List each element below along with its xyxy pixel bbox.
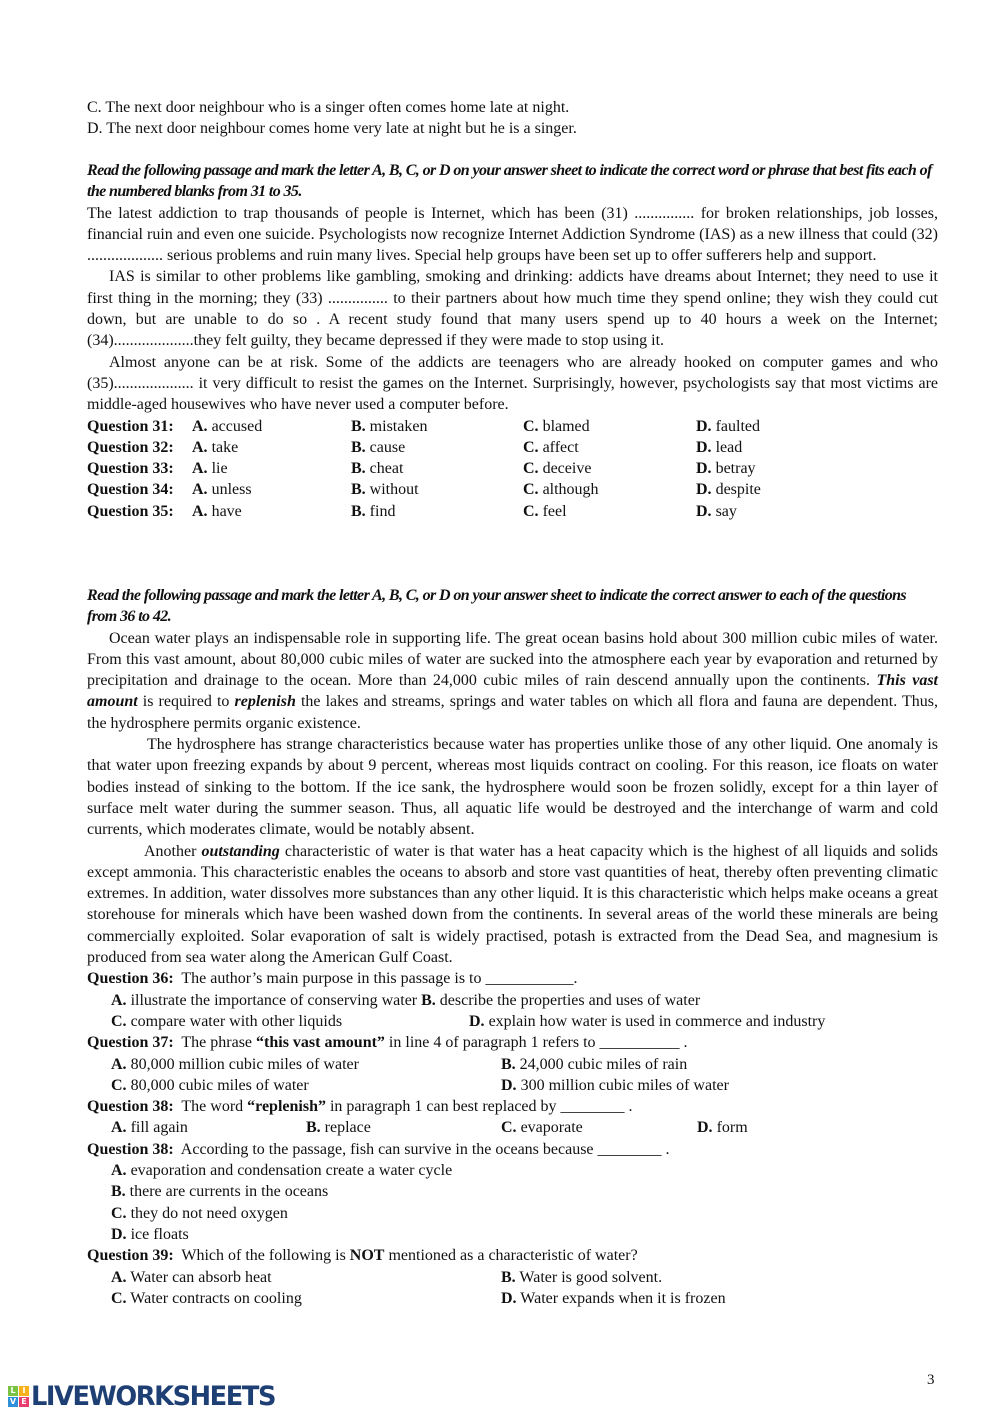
option-text: fill again bbox=[130, 1119, 188, 1137]
option-text: 80,000 cubic miles of water bbox=[130, 1076, 309, 1094]
text: in line 4 of paragraph 1 refers to __________ . bbox=[384, 1034, 688, 1052]
letter: B. bbox=[501, 1268, 516, 1286]
question-label: Question 37: bbox=[87, 1034, 174, 1052]
option-text: 80,000 million cubic miles of water bbox=[130, 1055, 359, 1073]
options-row bbox=[87, 1117, 938, 1138]
option-text: lie bbox=[211, 460, 228, 478]
letter: B. bbox=[351, 481, 366, 499]
text: mentioned as a characteristic of water? bbox=[384, 1247, 638, 1265]
question-label: Question 36: bbox=[87, 970, 174, 988]
letter: C. bbox=[111, 1289, 127, 1307]
option-text: Water contracts on cooling bbox=[130, 1289, 302, 1307]
letter: D. bbox=[111, 1225, 127, 1243]
option-c[interactable] bbox=[523, 458, 591, 479]
letter: A. bbox=[111, 1268, 127, 1286]
option-b[interactable] bbox=[501, 1054, 687, 1075]
letter: C. bbox=[523, 502, 539, 520]
page-number: 3 bbox=[927, 1372, 935, 1388]
option-d[interactable] bbox=[696, 501, 737, 522]
text: NOT bbox=[349, 1247, 385, 1265]
question-label-wrap bbox=[87, 501, 174, 522]
option-c[interactable] bbox=[87, 1203, 938, 1224]
question-37 bbox=[87, 1032, 938, 1053]
option-text: say bbox=[715, 502, 737, 520]
text: the lakes and streams, springs and water tables on which all flora and fauna are dependent. Thus, the hydrosphere permits organic existence. bbox=[87, 693, 939, 732]
previous-options bbox=[87, 97, 938, 140]
option-text: mistaken bbox=[369, 417, 428, 435]
passage-paragraph: The hydrosphere has strange characteristics because water has properties unlike those of any other liquid. One anomaly is that water upon freezing expands by about 9 percent, whereas most liquids contract on cooling. For this reason, ice floats on water bodies instead of sinking to the bottom. If the ice sank, the hydrosphere would soon be frozen solidly, except for a thin layer of surface melt water during the summer season. Thus, all aquatic life would be destroyed and the interchange of warm and cold currents, which moderates climate, would be notably absent. bbox=[87, 736, 938, 839]
option-c[interactable] bbox=[111, 1011, 342, 1032]
letter: A. bbox=[111, 1162, 127, 1180]
option-d[interactable] bbox=[501, 1075, 729, 1096]
question-text: The author’s main purpose in this passage is to ___________. bbox=[173, 970, 578, 988]
instruction: Read the following passage and mark the letter A, B, C, or D on your answer sheet to indicate the correct word or phrase that best fits each of the numbered blanks from 31 to 35. bbox=[87, 162, 932, 201]
option-d[interactable] bbox=[469, 1011, 825, 1032]
logo-letter: I bbox=[19, 1386, 29, 1396]
question-label: Question 39: bbox=[87, 1247, 174, 1265]
letter: D. bbox=[697, 1119, 713, 1137]
option-text: have bbox=[211, 502, 242, 520]
question-32 bbox=[87, 437, 938, 458]
letter: C. bbox=[523, 460, 539, 478]
option-c[interactable] bbox=[523, 479, 599, 500]
logo-icon bbox=[8, 1386, 29, 1407]
options-row bbox=[87, 1267, 938, 1288]
letter: B. bbox=[111, 1183, 126, 1201]
question-33 bbox=[87, 458, 938, 479]
option-text: blamed bbox=[542, 417, 590, 435]
question-39 bbox=[87, 1245, 938, 1266]
option-text: without bbox=[369, 481, 419, 499]
passage-paragraph: Almost anyone can be at risk. Some of the addicts are teenagers who are already hooked on computer games and who (35).................... it very difficult to resist the games on the Internet. Surprisingly, however, psychologists say that most victims are middle-aged housewives who have never used a computer before. bbox=[87, 353, 938, 414]
option-text: 24,000 cubic miles of rain bbox=[519, 1055, 688, 1073]
option-text: they do not need oxygen bbox=[130, 1204, 288, 1222]
question-label-wrap bbox=[87, 479, 174, 500]
option-text: feel bbox=[542, 502, 567, 520]
letter: A. bbox=[192, 502, 208, 520]
option-b[interactable] bbox=[87, 1181, 938, 1202]
option-a[interactable] bbox=[192, 501, 242, 522]
question-label: Question 35: bbox=[87, 502, 174, 520]
option-d[interactable] bbox=[697, 1117, 748, 1138]
passage-paragraph bbox=[87, 841, 938, 969]
option-text: lead bbox=[715, 438, 743, 456]
option-b[interactable] bbox=[351, 479, 419, 500]
option-c[interactable] bbox=[111, 1288, 302, 1309]
letter: D. bbox=[501, 1289, 517, 1307]
text: in paragraph 1 can best replaced by ________ . bbox=[325, 1098, 633, 1116]
letter: B. bbox=[351, 438, 366, 456]
option-text: replace bbox=[324, 1119, 371, 1137]
letter: A. bbox=[111, 991, 127, 1009]
letter: A. bbox=[111, 1055, 127, 1073]
option-text: evaporation and condensation create a water cycle bbox=[130, 1162, 453, 1180]
question-text: According to the passage, fish can survive in the oceans because ________ . bbox=[173, 1140, 670, 1158]
option-text: cheat bbox=[369, 460, 404, 478]
liveworksheets-logo bbox=[8, 1381, 288, 1412]
highlight-phrase: This vast amount bbox=[87, 672, 938, 711]
question-38-b bbox=[87, 1139, 938, 1160]
question-label: Question 32: bbox=[87, 438, 174, 456]
option-c[interactable] bbox=[523, 501, 567, 522]
option-c[interactable] bbox=[111, 1075, 309, 1096]
option-text: Water is good solvent. bbox=[519, 1268, 663, 1286]
letter: B. bbox=[351, 460, 366, 478]
question-label: Question 34: bbox=[87, 481, 174, 499]
text: Ocean water plays an indispensable role in supporting life. The great ocean basins hold about 300 million cubic miles of water. From this vast amount, about 80,000 cubic miles of water are sucked into the atmosphere each year by evaporation and returned by precipitation and drainage to the ocean. More than 24,000 cubic miles of rain descend annually upon the continents. bbox=[87, 629, 938, 690]
option-text: take bbox=[211, 438, 239, 456]
letter: A. bbox=[192, 481, 208, 499]
section-cloze bbox=[87, 160, 938, 522]
text: is required to bbox=[137, 693, 235, 711]
option-b[interactable] bbox=[306, 1117, 371, 1138]
letter: A. bbox=[192, 460, 208, 478]
option-c: C. The next door neighbour who is a singer often comes home late at night. bbox=[87, 99, 570, 116]
option-text: deceive bbox=[542, 460, 592, 478]
letter: C. bbox=[111, 1204, 127, 1222]
option-a[interactable] bbox=[111, 1117, 188, 1138]
passage-paragraph: The latest addiction to trap thousands of people is Internet, which has been (31) ............... for broken relationships, job losses, financial ruin and even one suicide. Psychologists now recognize Internet Addiction Syndrome (IAS) as a new illness that could (32) ................... serious problems and ruin many lives. Special help groups have been set up to offer sufferers help and support. bbox=[87, 204, 938, 265]
option-text: there are currents in the oceans bbox=[129, 1183, 329, 1201]
option-text: although bbox=[542, 481, 599, 499]
question-list bbox=[87, 416, 938, 522]
letter: C. bbox=[523, 481, 539, 499]
option-d[interactable] bbox=[696, 458, 756, 479]
letter: B. bbox=[351, 417, 366, 435]
option-text: betray bbox=[715, 460, 756, 478]
letter: D. bbox=[696, 502, 712, 520]
text: characteristic of water is that water has a heat capacity which is the highest of all liquids and solids except ammonia. This characteristic enables the oceans to absorb and store vast quantities of heat, thereby often preventing climatic extremes. In addition, water dissolves more substances than any other liquid. It is this characteristic which helps make oceans a great storehouse for minerals which have been washed down from the continents. In several areas of the world these minerals are being commercially exploited. Solar evaporation of salt is widely practised, potash is extracted from the Dead Sea, and magnesium is produced from sea water along the American Gulf Coast. bbox=[87, 842, 938, 967]
question-label-wrap bbox=[87, 458, 174, 479]
option-a[interactable] bbox=[192, 479, 252, 500]
option-text: compare water with other liquids bbox=[130, 1012, 343, 1030]
letter: D. bbox=[469, 1012, 485, 1030]
passage-paragraph: IAS is similar to other problems like gambling, smoking and drinking: addicts have dreams about Internet; they need to use it first thing in the morning; they (33) ............... to their partners about how much time they spend online; they wish they could cut down, but are unable to do so . A recent study found that many users spend up to 40 hours a week on the Internet; (34)....................they felt guilty, they became depressed if they were made to stop using it. bbox=[87, 268, 938, 350]
option-a[interactable] bbox=[87, 1160, 938, 1181]
letter: D. bbox=[696, 438, 712, 456]
option-text: accused bbox=[211, 417, 263, 435]
letter: C. bbox=[111, 1012, 127, 1030]
option-a[interactable] bbox=[192, 416, 262, 437]
option-d: D. The next door neighbour comes home very late at night but he is a singer. bbox=[87, 120, 577, 138]
letter: B. bbox=[501, 1055, 516, 1073]
question-label: Question 38: bbox=[87, 1098, 174, 1116]
question-label: Question 38: bbox=[87, 1140, 174, 1158]
option-b[interactable] bbox=[501, 1267, 662, 1288]
option-a[interactable] bbox=[192, 458, 228, 479]
option-a[interactable] bbox=[192, 437, 238, 458]
option-a[interactable] bbox=[111, 1054, 359, 1075]
option-d[interactable] bbox=[696, 479, 761, 500]
option-text: cause bbox=[369, 438, 406, 456]
letter: C. bbox=[523, 438, 539, 456]
letter: D. bbox=[696, 460, 712, 478]
option-text: Water expands when it is frozen bbox=[520, 1289, 726, 1307]
option-c[interactable] bbox=[523, 416, 590, 437]
letter: A. bbox=[192, 438, 208, 456]
option-b[interactable] bbox=[351, 458, 403, 479]
letter: D. bbox=[696, 481, 712, 499]
text: “this vast amount” bbox=[256, 1034, 385, 1052]
letter: A. bbox=[111, 1119, 127, 1137]
question-label: Question 33: bbox=[87, 460, 174, 478]
option-a[interactable]: illustrate the importance of conserving water bbox=[130, 991, 418, 1009]
letter: C. bbox=[501, 1119, 517, 1137]
logo-letter: V bbox=[9, 1397, 17, 1406]
option-b[interactable] bbox=[351, 416, 427, 437]
question-label-wrap bbox=[87, 416, 174, 437]
option-d[interactable] bbox=[501, 1288, 726, 1309]
options-row bbox=[87, 1288, 938, 1309]
highlight-word: replenish bbox=[234, 693, 296, 711]
passage-paragraph bbox=[87, 628, 938, 734]
options-row bbox=[87, 1011, 938, 1032]
option-text: despite bbox=[715, 481, 761, 499]
text: Another bbox=[144, 842, 202, 860]
letter: A. bbox=[192, 417, 208, 435]
option-d[interactable] bbox=[87, 1224, 938, 1245]
option-b[interactable] bbox=[351, 501, 395, 522]
question-31 bbox=[87, 416, 938, 437]
letter: B. bbox=[421, 991, 436, 1009]
option-text: evaporate bbox=[520, 1119, 583, 1137]
option-text: affect bbox=[542, 438, 579, 456]
logo-letter: L bbox=[8, 1386, 18, 1396]
text: Which of the following is bbox=[173, 1247, 350, 1265]
option-text: explain how water is used in commerce and industry bbox=[488, 1012, 826, 1030]
option-a[interactable] bbox=[111, 1267, 272, 1288]
option-text: Water can absorb heat bbox=[130, 1268, 272, 1286]
option-text: ice floats bbox=[130, 1225, 189, 1243]
option-c[interactable] bbox=[501, 1117, 583, 1138]
options-row bbox=[87, 1054, 938, 1075]
options-row bbox=[87, 1075, 938, 1096]
option-b[interactable] bbox=[351, 437, 405, 458]
option-d[interactable] bbox=[696, 416, 760, 437]
option-text: unless bbox=[211, 481, 252, 499]
question-38 bbox=[87, 1096, 938, 1117]
option-b[interactable]: describe the properties and uses of water bbox=[439, 991, 701, 1009]
question-label: Question 31: bbox=[87, 417, 174, 435]
option-text: form bbox=[716, 1119, 748, 1137]
letter: B. bbox=[351, 502, 366, 520]
question-34 bbox=[87, 479, 938, 500]
option-c[interactable] bbox=[523, 437, 579, 458]
letter: C. bbox=[111, 1076, 127, 1094]
options-row[interactable] bbox=[87, 990, 938, 1011]
question-36 bbox=[87, 968, 938, 989]
text: The phrase bbox=[173, 1034, 257, 1052]
text: The word bbox=[173, 1098, 248, 1116]
letter: C. bbox=[523, 417, 539, 435]
option-text: 300 million cubic miles of water bbox=[520, 1076, 729, 1094]
letter: D. bbox=[501, 1076, 517, 1094]
text: “replenish” bbox=[247, 1098, 326, 1116]
option-d[interactable] bbox=[696, 437, 742, 458]
instruction: Read the following passage and mark the letter A, B, C, or D on your answer sheet to indicate the correct answer to each of the questions from 36 to 42. bbox=[87, 587, 907, 626]
option-text: faulted bbox=[715, 417, 760, 435]
question-label-wrap bbox=[87, 437, 174, 458]
letter: B. bbox=[306, 1119, 321, 1137]
logo-letter: E bbox=[19, 1397, 29, 1407]
logo-text: LIVEWORKSHEETS bbox=[31, 1381, 276, 1412]
question-35 bbox=[87, 501, 938, 522]
option-text: find bbox=[369, 502, 396, 520]
highlight-word: outstanding bbox=[201, 842, 280, 860]
section-reading bbox=[87, 585, 938, 1309]
letter: D. bbox=[696, 417, 712, 435]
